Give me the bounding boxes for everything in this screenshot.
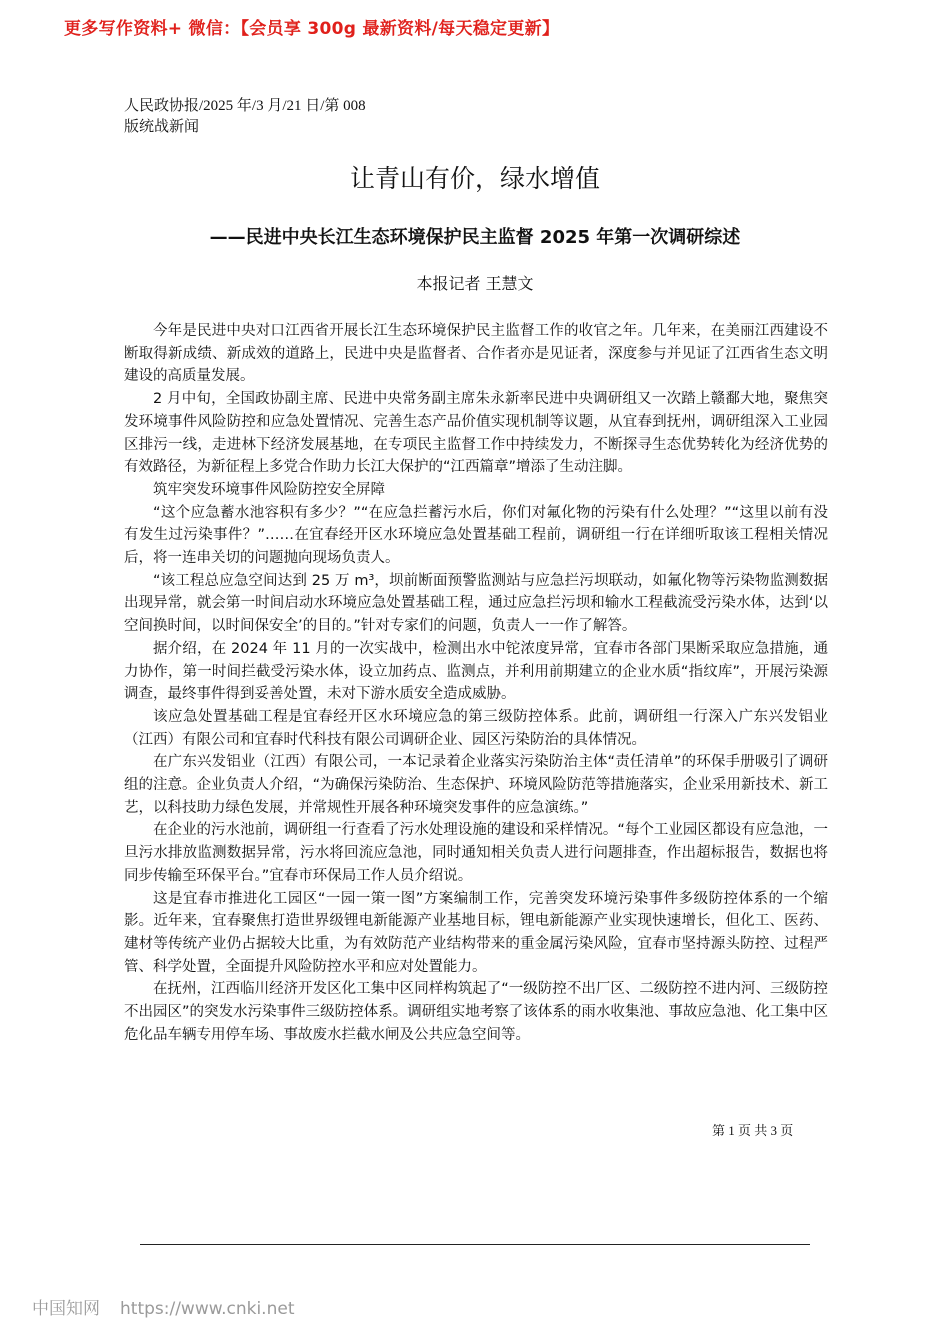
article-title: 让青山有价，绿水增值 bbox=[349, 164, 600, 193]
paragraph: 2 月中旬，全国政协副主席、民进中央常务副主席朱永新率民进中央调研组又一次踏上赣鄱大地，聚焦突发环境事件风险防控和应急处置情况、完善生态产品价值实现机制等议题，从宜春到抚州，调研组深入工业园区排污一线，走进林下经济发展基地，在专项民主监督工作中持续发力，不断探寻生态优势转化为经济优势的有效路径，为新征程上多党合作助力长江大保护的“江西篇章”增添了生动注脚。 bbox=[124, 391, 828, 476]
paragraph: 在广东兴发铝业（江西）有限公司，一本记录着企业落实污染防治主体“责任清单”的环保手册吸引了调研组的注意。企业负责人介绍，“为确保污染防治、生态保护、环境风险防范等措施落实，企业采用新技术、新工艺，以科技助力绿色发展，并常规性开展各种环境突发事件的应急演练。” bbox=[124, 754, 828, 816]
footer-divider bbox=[140, 1244, 810, 1245]
watermark-name: 中国知网 bbox=[32, 1299, 100, 1319]
watermark-url: https://www.cnki.net bbox=[120, 1299, 295, 1319]
source-line-publication: 人民政协报/2025 年/3 月/21 日/第 008 bbox=[124, 98, 366, 114]
paragraph: 这是宜春市推进化工园区“一园一策一图”方案编制工作，完善突发环境污染事件多级防控体系的一个缩影。近年来，宜春聚焦打造世界级锂电新能源产业基地目标，锂电新能源产业实现快速增长，但化工、医药、建材等传统产业仍占据较大比重，为有效防范产业结构带来的重金属污染风险，宜春市坚持源头防控、过程严管、科学处置，全面提升风险防控水平和应对处置能力。 bbox=[124, 890, 828, 975]
article-subtitle: ——民进中央长江生态环境保护民主监督 2025 年第一次调研综述 bbox=[209, 227, 741, 248]
cnki-watermark bbox=[32, 1294, 294, 1319]
paragraph: 今年是民进中央对口江西省开展长江生态环境保护民主监督工作的收官之年。几年来，在美丽江西建设不断取得新成绩、新成效的道路上，民进中央是监督者、合作者亦是见证者，深度参与并见证了江西省生态文明建设的高质量发展。 bbox=[124, 323, 828, 385]
source-info bbox=[124, 96, 366, 138]
paragraph: “该工程总应急空间达到 25 万 m³，坝前断面预警监测站与应急拦污坝联动，如氟化物等污染物监测数据出现异常，就会第一时间启动水环境应急处置基础工程，通过应急拦污坝和输水工程截流受污染水体，达到‘以空间换时间，以时间保安全’的目的。”针对专家们的问题，负责人一一作了解答。 bbox=[124, 572, 828, 635]
paragraph: 在抚州，江西临川经济开发区化工集中区同样构筑起了“一级防控不出厂区、二级防控不进内河、三级防控不出园区”的突发水污染事件三级防控体系。调研组实地考察了该体系的雨水收集池、事故应急池、化工集中区危化品车辆专用停车场、事故废水拦截水闸及公共应急空间等。 bbox=[124, 981, 828, 1043]
section-heading: 筑牢突发环境事件风险防控安全屏障 bbox=[153, 481, 385, 498]
paragraph: 该应急处置基础工程是宜春经开区水环境应急的第三级防控体系。此前，调研组一行深入广东兴发铝业（江西）有限公司和宜春时代科技有限公司调研企业、园区污染防治的具体情况。 bbox=[124, 708, 828, 748]
source-line-section: 版统战新闻 bbox=[124, 119, 200, 135]
paragraph: “这个应急蓄水池容积有多少？”“在应急拦蓄污水后，你们对氟化物的污染有什么处理？”“这里以前有没有发生过污染事件？”……在宜春经开区水环境应急处置基础工程前，调研组一行在详细听取该工程相关情况后，将一连串关切的问题抛向现场负责人。 bbox=[124, 504, 828, 567]
article-byline: 本报记者 王慧文 bbox=[416, 274, 534, 293]
paragraph: 在企业的污水池前，调研组一行查看了污水处理设施的建设和采样情况。“每个工业园区都设有应急池，一旦污水排放监测数据异常，污水将回流应急池，同时通知相关负责人进行问题排查，作出超标报告，数据也将同步传输至环保平台。”宜春市环保局工作人员介绍说。 bbox=[124, 822, 828, 884]
promo-banner: 更多写作资料+ 微信：【会员享 300g 最新资料/每天稳定更新】 bbox=[64, 19, 560, 39]
paragraph: 据介绍，在 2024 年 11 月的一次实战中，检测出水中铊浓度异常，宜春市各部门果断采取应急措施，通力协作，第一时间拦截受污染水体，设立加药点、监测点，并利用前期建立的企业水质“指纹库”，开展污染源调查，最终事件得到妥善处置，未对下游水质安全造成威胁。 bbox=[124, 640, 828, 703]
page-number: 第 1 页 共 3 页 bbox=[712, 1123, 794, 1138]
article-body bbox=[124, 320, 828, 1047]
